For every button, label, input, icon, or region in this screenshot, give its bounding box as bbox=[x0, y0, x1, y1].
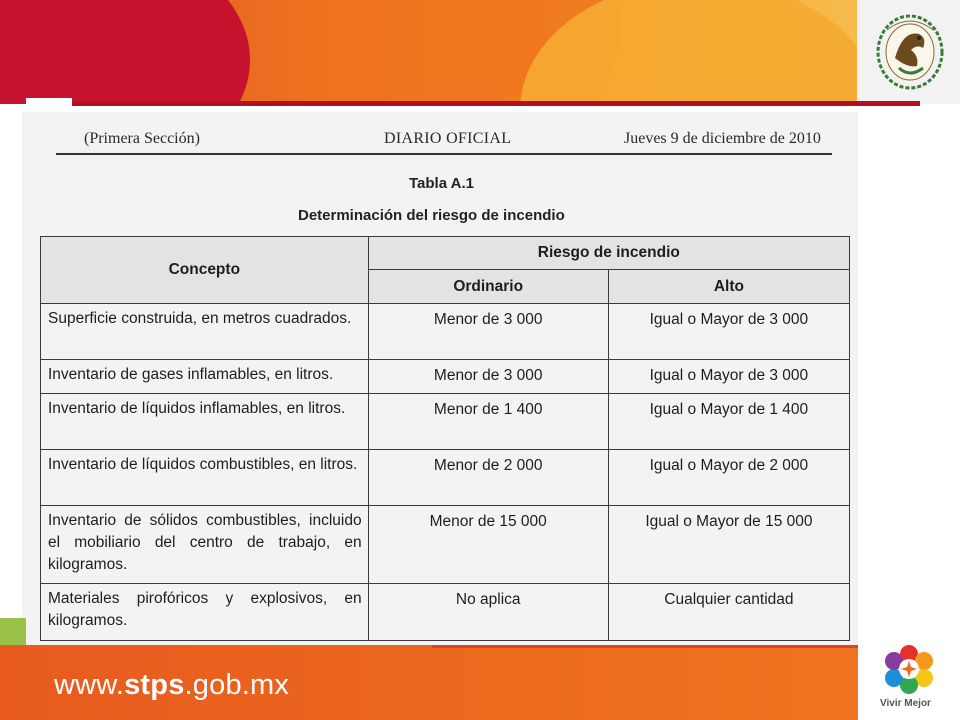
row-ordinario: Menor de 3 000 bbox=[368, 304, 608, 360]
header-divider bbox=[72, 101, 920, 106]
row-alto: Igual o Mayor de 3 000 bbox=[608, 304, 849, 360]
column-header-concepto: Concepto bbox=[41, 237, 369, 304]
footer-accent-line bbox=[432, 645, 858, 648]
column-header-riesgo: Riesgo de incendio bbox=[368, 237, 849, 270]
table-row bbox=[41, 304, 850, 360]
logo-caption: Vivir Mejor bbox=[880, 698, 931, 709]
banner-swoosh bbox=[520, 0, 880, 104]
publication-name: DIARIO OFICIAL bbox=[384, 130, 512, 147]
row-alto: Cualquier cantidad bbox=[608, 584, 849, 641]
row-ordinario: Menor de 1 400 bbox=[368, 394, 608, 450]
fire-risk-table bbox=[40, 236, 850, 641]
row-concepto: Inventario de líquidos combustibles, en litros. bbox=[41, 450, 369, 506]
table-row bbox=[41, 584, 850, 641]
vivir-mejor-flower-icon bbox=[880, 644, 938, 694]
row-concepto: Inventario de sólidos combustibles, incluido el mobiliario del centro de trabajo, en kilogramos. bbox=[41, 506, 369, 584]
url-prefix: www. bbox=[54, 669, 125, 701]
row-ordinario: No aplica bbox=[368, 584, 608, 641]
row-alto: Igual o Mayor de 1 400 bbox=[608, 394, 849, 450]
url-domain: stps bbox=[124, 669, 185, 701]
section-label: (Primera Sección) bbox=[84, 130, 200, 147]
row-ordinario: Menor de 3 000 bbox=[368, 360, 608, 394]
table-row bbox=[41, 450, 850, 506]
row-alto: Igual o Mayor de 3 000 bbox=[608, 360, 849, 394]
table-row bbox=[41, 506, 850, 584]
banner-swoosh bbox=[0, 0, 250, 104]
row-concepto: Materiales pirofóricos y explosivos, en kilogramos. bbox=[41, 584, 369, 641]
row-ordinario: Menor de 2 000 bbox=[368, 450, 608, 506]
publication-date: Jueves 9 de diciembre de 2010 bbox=[624, 130, 821, 147]
row-concepto: Inventario de gases inflamables, en litros. bbox=[41, 360, 369, 394]
header-banner bbox=[0, 0, 960, 104]
table-title: Tabla A.1 bbox=[409, 175, 475, 192]
table-subtitle: Determinación del riesgo de incendio bbox=[298, 207, 565, 224]
row-concepto: Inventario de líquidos inflamables, en litros. bbox=[41, 394, 369, 450]
row-concepto: Superficie construida, en metros cuadrados. bbox=[41, 304, 369, 360]
mexican-seal-icon bbox=[873, 8, 947, 92]
url-suffix: .gob.mx bbox=[184, 669, 290, 701]
row-alto: Igual o Mayor de 15 000 bbox=[608, 506, 849, 584]
seal-container bbox=[857, 0, 960, 104]
website-url[interactable] bbox=[54, 669, 289, 702]
vivir-mejor-logo bbox=[858, 640, 960, 720]
row-alto: Igual o Mayor de 2 000 bbox=[608, 450, 849, 506]
column-header-ordinario: Ordinario bbox=[368, 270, 608, 304]
table-row bbox=[41, 394, 850, 450]
header-divider-tab bbox=[26, 98, 72, 108]
table-row bbox=[41, 360, 850, 394]
footer-accent bbox=[0, 618, 26, 645]
header-rule bbox=[56, 153, 832, 155]
row-ordinario: Menor de 15 000 bbox=[368, 506, 608, 584]
column-header-alto: Alto bbox=[608, 270, 849, 304]
